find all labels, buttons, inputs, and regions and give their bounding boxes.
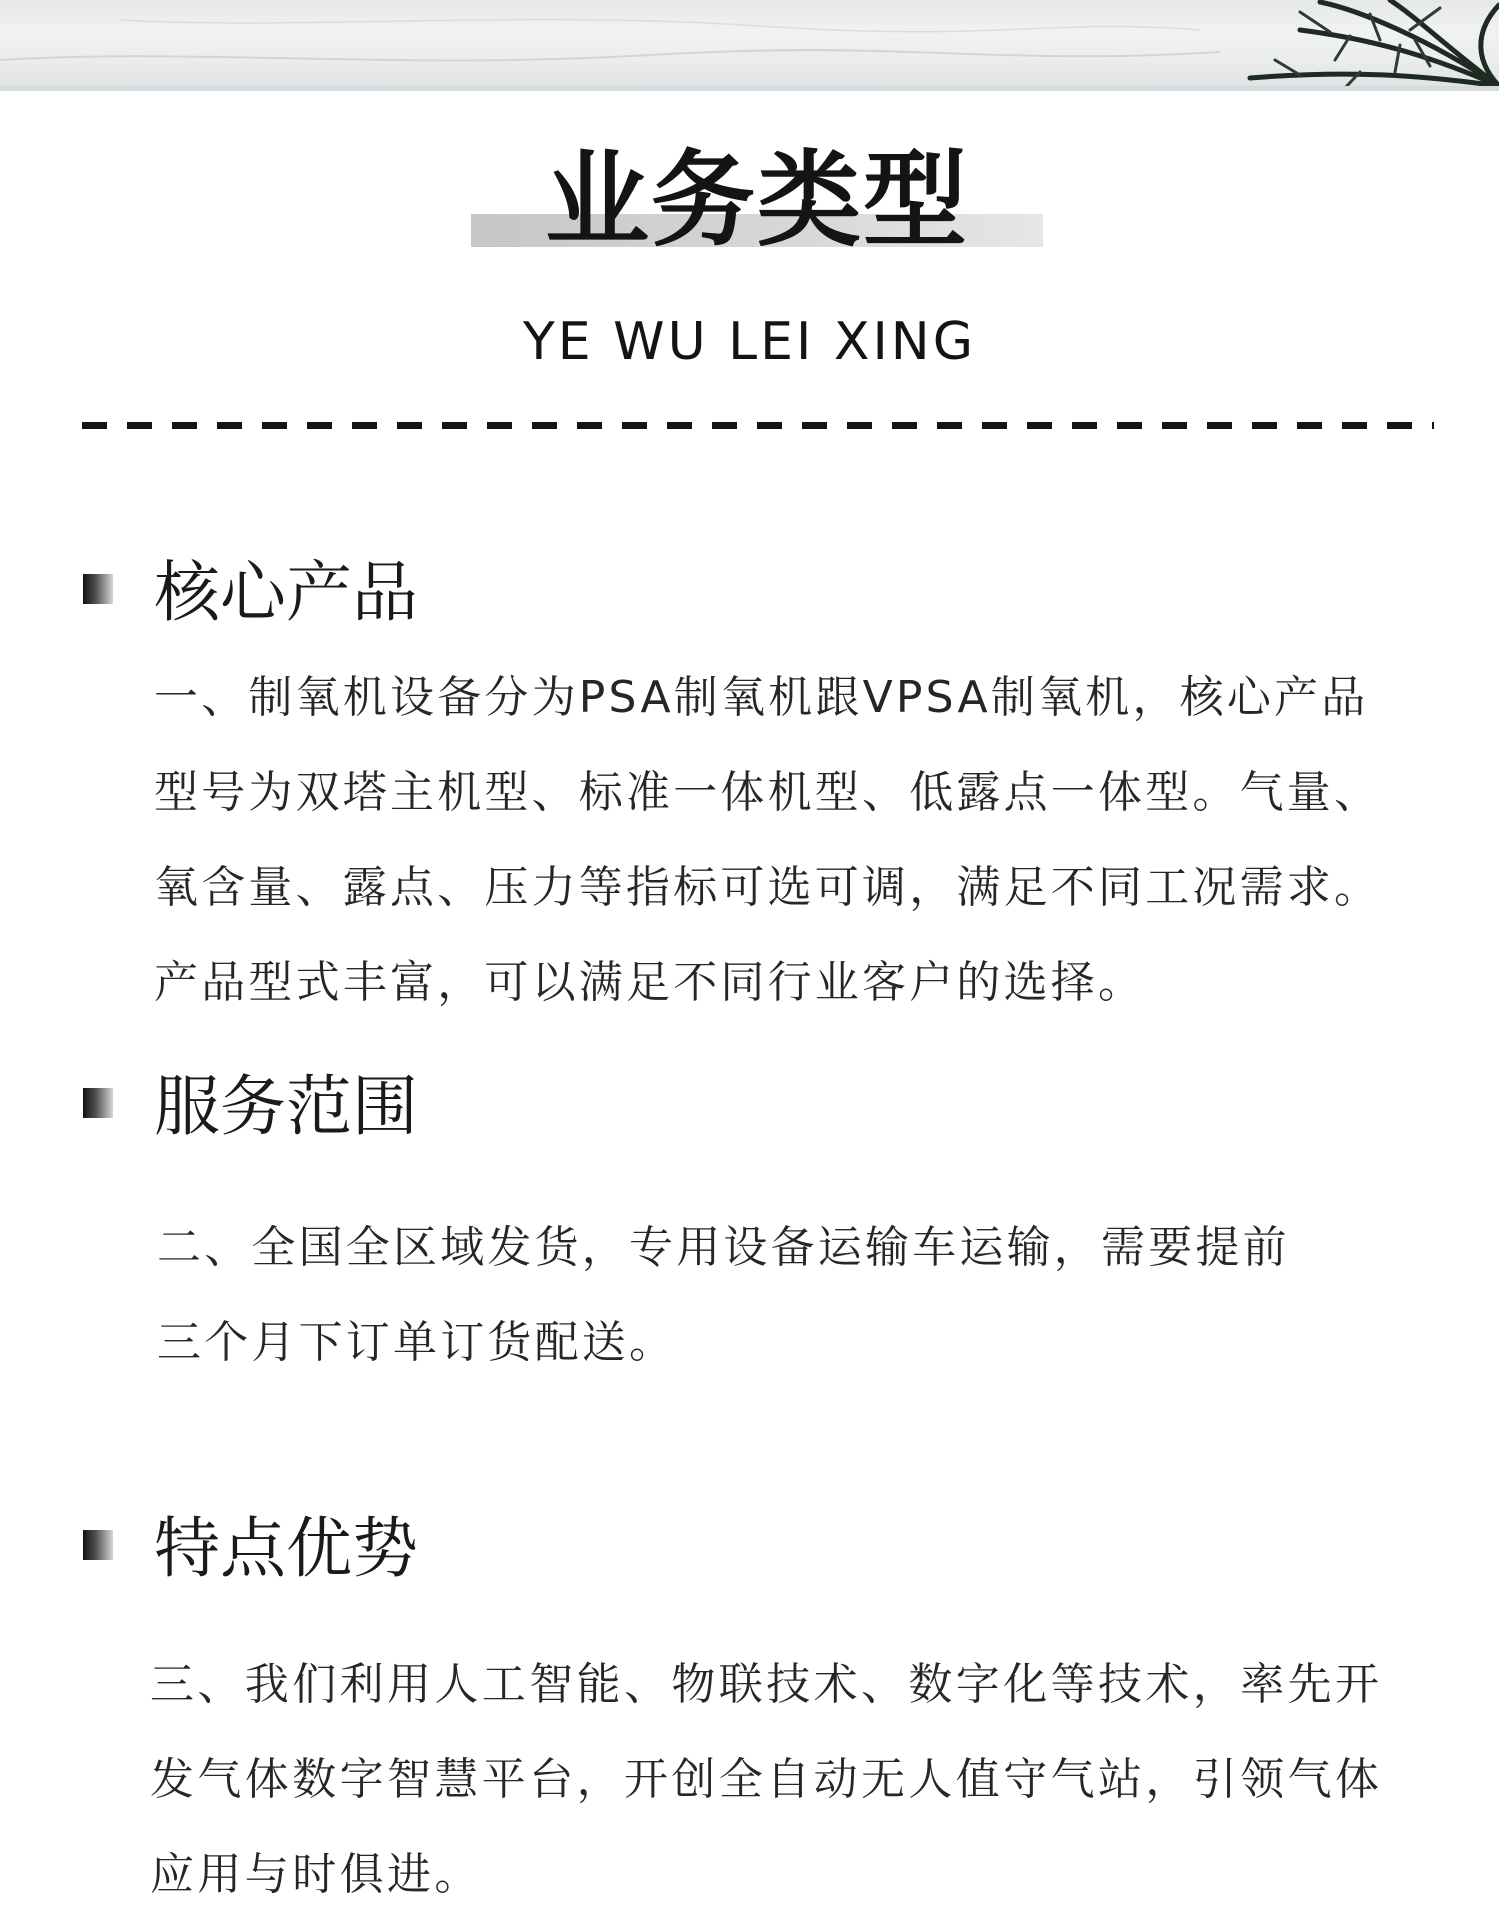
paragraph-line: 发气体数字智慧平台，开创全自动无人值守气站，引领气体 xyxy=(150,1754,1383,1805)
paragraph-line: 应用与时俱进。 xyxy=(150,1849,482,1900)
marble-banner xyxy=(0,0,1499,88)
paragraph-line: 型号为双塔主机型、标准一体机型、低露点一体型。气量、 xyxy=(154,767,1382,818)
section-body-service-scope xyxy=(157,1200,1290,1390)
paragraph-line: 产品型式丰富，可以满足不同行业客户的选择。 xyxy=(154,957,1146,1008)
paragraph-line: 三个月下订单订货配送。 xyxy=(157,1317,677,1368)
paragraph-line: 二、全国全区域发货，专用设备运输车运输，需要提前 xyxy=(157,1222,1290,1273)
section-marker-core-products xyxy=(83,574,113,604)
section-body-core-products xyxy=(154,650,1381,1030)
paragraph-line: 三、我们利用人工智能、物联技术、数字化等技术，率先开 xyxy=(150,1659,1383,1710)
dashed-divider xyxy=(82,422,1434,429)
page-subtitle: YE WU LEI XING xyxy=(523,312,976,372)
section-heading-core-products: 核心产品 xyxy=(154,554,418,631)
paragraph-line: 一、制氧机设备分为PSA制氧机跟VPSA制氧机，核心产品 xyxy=(154,672,1369,723)
section-body-advantages xyxy=(150,1637,1382,1922)
section-marker-advantages xyxy=(83,1530,113,1560)
plant-leaves-decoration xyxy=(0,0,1499,88)
banner-edge xyxy=(0,86,1499,91)
page-title: 业务类型 xyxy=(544,139,969,261)
section-heading-service-scope: 服务范围 xyxy=(154,1068,418,1145)
paragraph-line: 氧含量、露点、压力等指标可选可调，满足不同工况需求。 xyxy=(154,862,1382,913)
section-marker-service-scope xyxy=(83,1088,113,1118)
section-heading-advantages: 特点优势 xyxy=(154,1510,418,1587)
